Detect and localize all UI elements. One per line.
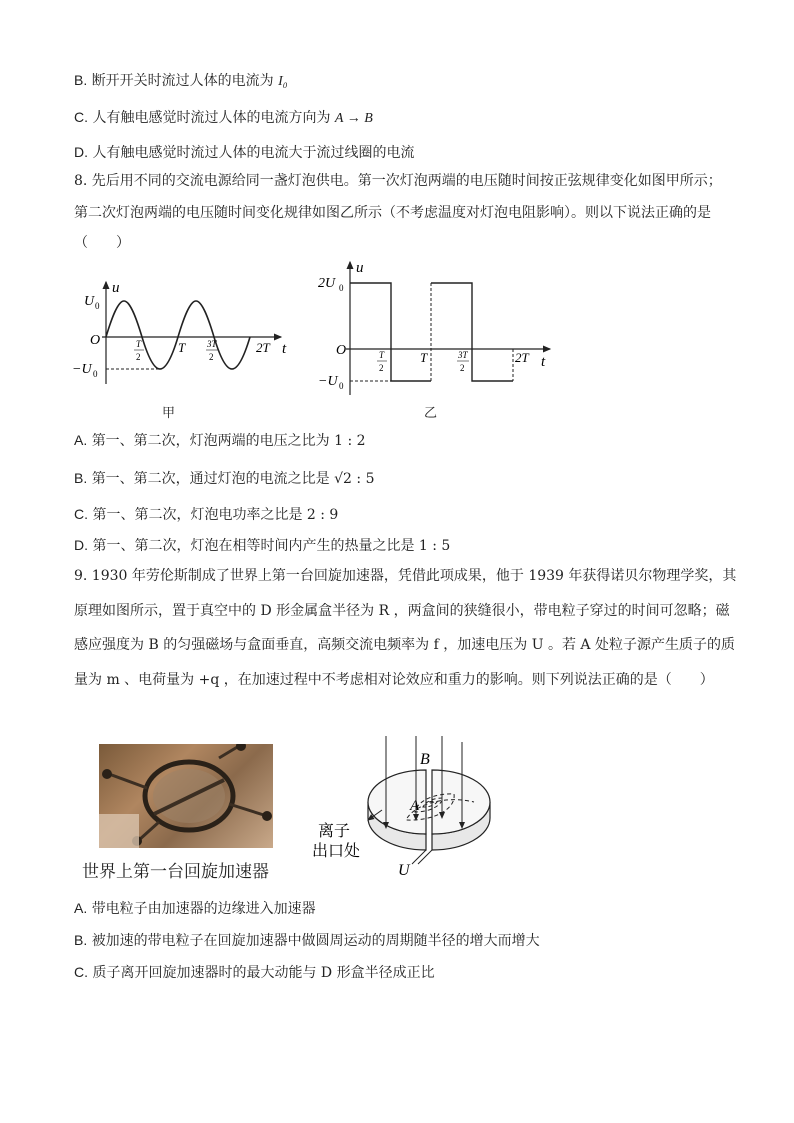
cyclotron-photo-caption: 世界上第一台回旋加速器: [82, 862, 269, 882]
jia-u0-sub: 0: [95, 301, 100, 311]
jia-u0-label: U: [84, 294, 95, 309]
jia-tick-t-half-num: T: [136, 339, 142, 349]
q9-stem-line1: 9. 1930 年劳伦斯制成了世界上第一台回旋加速器，凭借此项成果，他于 1939 年获得诺贝尔物理学奖，其: [74, 568, 737, 584]
jia-neg-u0-sub: 0: [93, 369, 98, 379]
voltage-u-label: U: [398, 862, 410, 879]
ion-exit-label-2: 出口处: [312, 843, 361, 860]
source-a-label: A: [410, 798, 420, 814]
figure-yi-square-voltage: [310, 258, 560, 400]
cyclotron-photo: [99, 744, 273, 848]
ion-exit-label-1: 离子: [318, 823, 351, 840]
yi-tick-t-half-num: T: [379, 350, 385, 360]
q8-stem-line3: （ ）: [74, 235, 130, 251]
prev-option-c: C. 人有触电感觉时流过人体的电流方向为 A → B: [74, 109, 373, 126]
yi-tick-t-half-den: 2: [379, 363, 384, 373]
jia-t-label: t: [282, 341, 287, 357]
jia-tick-3t-half-den: 2: [209, 352, 214, 362]
jia-origin-label: O: [90, 333, 101, 348]
jia-tick-3t-half-num: 3T: [207, 339, 217, 349]
jia-u-label: u: [112, 280, 120, 296]
jia-tick-2t: 2T: [256, 340, 270, 355]
q9-stem-line3: 感应强度为 B 的匀强磁场与盒面垂直，高频交流电频率为 f ，加速电压为 U 。若 A 处粒子源产生质子的质: [74, 637, 735, 653]
jia-sine-curve: [106, 301, 250, 369]
yi-t-label: t: [541, 354, 546, 370]
yi-u-label: u: [356, 260, 364, 276]
figure-yi-caption: 乙: [424, 406, 438, 421]
prev-option-d: D. 人有触电感觉时流过人体的电流大于流过线圈的电流: [74, 144, 415, 161]
q8-option-a: A. 第一、第二次，灯泡两端的电压之比为 1 : 2: [74, 432, 366, 449]
cyclotron-diagram: [312, 732, 502, 880]
q8-option-b: B. 第一、第二次，通过灯泡的电流之比是 √2 : 5: [74, 470, 375, 487]
yi-tick-2t: 2T: [515, 350, 529, 365]
yi-neg-u0-sub: 0: [339, 381, 344, 391]
figure-jia-sine-voltage: [66, 272, 306, 388]
q8-option-d: D. 第一、第二次，灯泡在相等时间内产生的热量之比是 1 : 5: [74, 537, 451, 554]
q9-option-a: A. 带电粒子由加速器的边缘进入加速器: [74, 900, 316, 917]
q9-option-b: B. 被加速的带电粒子在回旋加速器中做圆周运动的周期随半径的增大而增大: [74, 932, 540, 949]
jia-tick-t: T: [178, 340, 186, 355]
q9-option-c: C. 质子离开回旋加速器时的最大动能与 D 形盒半径成正比: [74, 964, 435, 981]
figure-jia-caption: 甲: [162, 406, 176, 421]
q9-stem-line4: 量为 m 、电荷量为 +q ，在加速过程中不考虑相对论效应和重力的影响。则下列说法正确的是（ ）: [74, 672, 714, 688]
q8-stem-line1: 8. 先后用不同的交流电源给同一盏灯泡供电。第一次灯泡两端的电压随时间按正弦规律变化如图甲所示；: [74, 173, 722, 189]
yi-2u0-sub: 0: [339, 283, 344, 293]
yi-tick-t: T: [420, 350, 428, 365]
prev-option-b: B. 断开开关时流过人体的电流为 I₀: [74, 72, 288, 89]
b-field-label: B: [420, 751, 430, 768]
q8-stem-line2: 第二次灯泡两端的电压随时间变化规律如图乙所示（不考虑温度对灯泡电阻影响）。则以下说法正确的是: [74, 205, 711, 221]
jia-neg-u0-label: −U: [72, 362, 92, 377]
yi-origin-label: O: [336, 343, 347, 358]
yi-tick-3t-half-num: 3T: [458, 350, 468, 360]
yi-tick-3t-half-den: 2: [460, 363, 465, 373]
jia-tick-t-half-den: 2: [136, 352, 141, 362]
q8-option-c: C. 第一、第二次，灯泡电功率之比是 2 : 9: [74, 506, 339, 523]
yi-neg-u0-label: −U: [318, 374, 338, 389]
yi-2u0-label: 2U: [318, 276, 336, 291]
yi-square-wave: [350, 283, 513, 381]
q9-stem-line2: 原理如图所示，置于真空中的 D 形金属盒半径为 R ，两盒间的狭缝很小，带电粒子穿过的时间可忽略；磁: [74, 603, 730, 619]
